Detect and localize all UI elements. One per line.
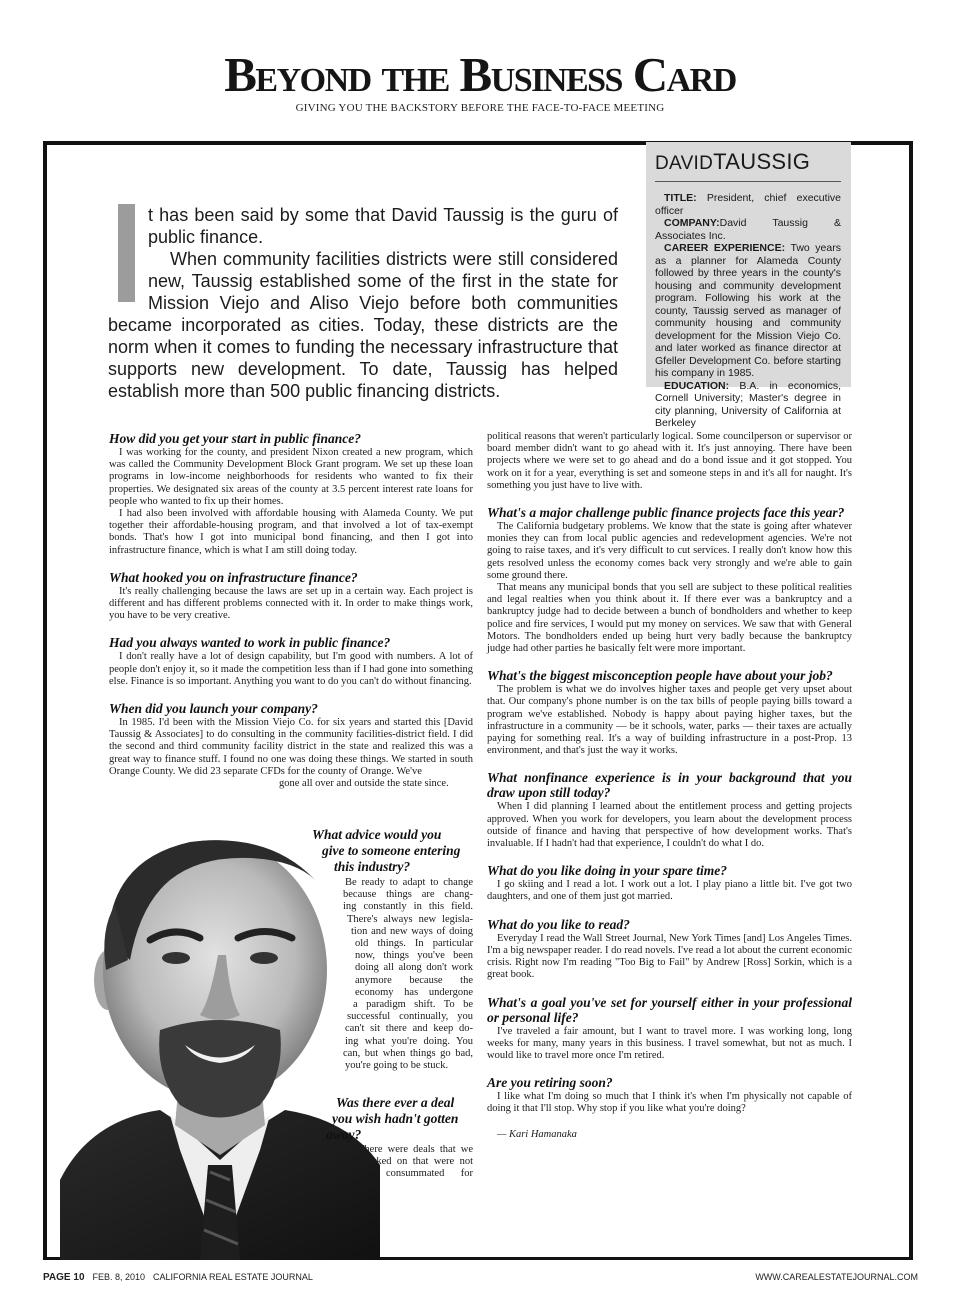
profile-career-label: CAREER EXPERIENCE:	[664, 242, 786, 254]
answer-line: tion and new ways of doing	[351, 925, 473, 937]
question-heading: What's a goal you've set for yourself either in your professional or personal life?	[487, 994, 852, 1025]
profile-education-value: B.A. in economics, Cornell University; Master's degree in city planning, University of California at Berkeley	[655, 379, 841, 429]
profile-name	[655, 149, 841, 182]
answer-line: consummated for	[386, 1168, 473, 1180]
answer-paragraph: When I did planning I learned about the entitlement process and getting projects approved. When you work for developers, you learn about the development process outside of finance and having that perspective of how development works. That's invaluable. If I hadn't had that experience, I couldn't do what I do.	[487, 801, 852, 850]
page-footer	[43, 1272, 918, 1283]
article-intro	[108, 204, 618, 402]
answer-paragraph: I like what I'm doing so much that I think it's when I'm physically not capable of doing it that I'll stop. Why stop if you like what you're doing?	[487, 1091, 852, 1115]
answer-paragraph: It's really challenging because the laws are set up in a certain way. Each project is different and has different problems connected with it. In order to make things work, you have to be very creative.	[109, 585, 473, 622]
question-heading: What's the biggest misconception people have about your job?	[487, 668, 833, 684]
profile-company-label: COMPANY:	[664, 217, 720, 229]
question-heading: What hooked you on infrastructure finance?	[109, 569, 358, 585]
masthead	[0, 47, 960, 114]
profile-title	[655, 192, 841, 217]
deal-qa-block	[326, 1095, 476, 1143]
answer-paragraph: That means any municipal bonds that you sell are subject to these political realities and legal realties when you think about it. If there ever was a bankruptcy and a bankruptcy judge had to decide between a bunch of bondholders and whether to keep police and fire services, I would put my money on services. We saw that with General Motors. The bondholders ended up being hurt very badly because the bankruptcy judge had other parties he basically felt were more important.	[487, 582, 852, 655]
answer-paragraph: I've traveled a fair amount, but I want to travel more. I was working long, long weeks for many, many years in this business. I travel somewhat, but not as much. I would like to travel more once I'm retired.	[487, 1025, 852, 1061]
profile-career	[655, 242, 841, 380]
question-heading: What's a major challenge public finance projects face this year?	[487, 505, 845, 521]
answer-line: ing what you're doing. You	[345, 1035, 473, 1047]
right-column	[487, 431, 852, 1141]
question-heading: What nonfinance experience is in your background that you draw upon still today?	[487, 770, 852, 801]
qa-block	[487, 770, 852, 850]
answer-line: doing all along don't work	[355, 962, 473, 974]
question-heading-line: What advice would you	[312, 827, 442, 842]
answer-paragraph: political reasons that weren't particularly logical. Some councilperson or supervisor or board member didn't want to go ahead with it. It's just annoying. There have been projects where we were set to go ahead and do a bond issue and it got stopped. You work on it for a year, everything is set and someone steps in and it's all for naught. It's something you just have to live with.	[487, 431, 852, 491]
answer-paragraph: In 1985. I'd been with the Mission Viejo Co. for six years and started this [David Taussig & Associates] to do consulting in the community facilities-district field. I did the second and third community facility district in the state and realized this was a great way to finance stuff. I found no one was doing these things. We started in south Orange County. We did 23 separate CFDs for the county of Orange. We've	[109, 717, 473, 777]
answer-paragraph: The problem is what we do involves higher taxes and people get very upset about that. Our company's phone number is on the tax bills of people paying bills toward a program we've established. Nobody is happy about paying higher taxes, but the infrastructure in a community — be it schools, water, parks — their taxes are actually paying for something real. It's a way of building infrastructure in a post-Prop. 13 environment, and that's just the way it works.	[487, 684, 852, 757]
publication-name: CALIFORNIA REAL ESTATE JOURNAL	[153, 1272, 313, 1282]
qa-block	[487, 431, 852, 492]
answer-line: Be ready to adapt to change	[345, 877, 473, 888]
advice-qa-block	[312, 827, 472, 875]
answer-line: now, things you've been	[355, 950, 473, 962]
profile-education	[655, 380, 841, 430]
answer-line: because things are chang-	[343, 889, 473, 901]
answer-line: worked on that were not	[360, 1156, 473, 1168]
profile-company	[655, 217, 841, 242]
answer-paragraph: The California budgetary problems. We know that the state is going after whatever monies they can from local public agencies and redevelopment agencies. We're not going to raise taxes, and it's very difficult to cut services. I really don't know how this gets resolved unless the economy comes back very strongly and we're able to gain some ground there.	[487, 521, 852, 581]
answer-line: a paradigm shift. To be	[353, 999, 473, 1011]
answer-line: There's always new legisla-	[347, 913, 473, 925]
question-heading: When did you launch your company?	[109, 701, 318, 717]
answer-line: old things. In particular	[355, 938, 473, 950]
section-subtitle: GIVING YOU THE BACKSTORY BEFORE THE FACE-TO-FACE MEETING	[295, 102, 665, 114]
issue-date: FEB. 8, 2010	[92, 1272, 146, 1282]
publication-section-title: Beyond the Business Card	[224, 47, 736, 102]
question-heading-line: Was there ever a deal	[336, 1095, 455, 1110]
qa-block	[109, 570, 473, 623]
profile-sidebar	[646, 142, 851, 429]
answer-paragraph: I go skiing and I read a lot. I work out a lot. I play piano a little bit. I've got two daughters, and one of them just got married.	[487, 879, 852, 903]
byline: — Kari Hamanaka	[497, 1128, 577, 1140]
qa-block	[487, 995, 852, 1063]
profile-title-label: TITLE:	[664, 192, 697, 204]
question-heading: What do you like to read?	[487, 916, 630, 932]
answer-line: anymore because the	[355, 974, 473, 986]
answer-line: economy has undergone	[355, 986, 473, 998]
deal-answer	[358, 1144, 473, 1181]
page-number: PAGE 10	[43, 1272, 85, 1283]
question-heading-line: away?	[326, 1127, 362, 1142]
profile-education-label: EDUCATION:	[664, 379, 730, 392]
answer-line: successful continually, you	[347, 1011, 473, 1023]
drop-cap	[118, 204, 135, 302]
answer-paragraph: I had also been involved with affordable housing with Alameda County. We put together their affordable-housing program, and that involved a lot of tax-exempt bonds. That's how I got into municipal bond financing, and then I got into infrastructure finance, which is what I am still doing today.	[109, 508, 473, 556]
question-heading-line: this industry?	[334, 859, 411, 874]
qa-block	[487, 668, 852, 757]
answer-line: There were deals that we	[358, 1144, 473, 1155]
left-column	[109, 431, 473, 803]
question-heading-line: give to someone entering	[322, 843, 461, 858]
qa-block	[487, 917, 852, 982]
profile-company-value: David Taussig & Associates Inc.	[655, 217, 841, 242]
portrait-photo	[60, 820, 380, 1260]
question-heading: How did you get your start in public finance?	[109, 431, 362, 446]
answer-line: you're going to be stuck.	[345, 1060, 449, 1072]
profile-details	[655, 192, 841, 430]
qa-block	[487, 505, 852, 655]
answer-paragraph: I was working for the county, and president Nixon created a new program, which was called the Community Development Block Grant program. We set up these loan programs in low-income neighborhoods for residents who wanted to fix their properties. We designated six areas of the county at 3.5 percent interest rate loans for people who wanted to fix up their homes.	[109, 447, 473, 507]
advice-answer	[343, 877, 473, 1072]
intro-paragraph-2: When community facilities districts were still considered new, Taussig established some of the first in the state for Mission Viejo and Aliso Viejo before both communities became incorporated as cities. Today, these districts are the norm when it comes to funding the necessary infrastructure that supports new development. To date, Taussig has helped establish more than 500 public financing districts.	[108, 249, 618, 401]
qa-block	[109, 635, 473, 688]
answer-paragraph: Everyday I read the Wall Street Journal, New York Times [and] Los Angeles Times. I'm a big newspaper reader. I do read novels. I've read a lot about the current economic crisis. Right now I'm reading "Too Big to Fail" by Andrew [Ross] Sorkin, which is a great book.	[487, 932, 852, 981]
qa-block	[487, 1075, 852, 1115]
profile-career-value: Two years as a planner for Alameda County followed by three years in the county's housing and community development program. Following his work at the county, Taussig served as manager of community housing and community development for the Mission Viejo Co. and later worked as finance director at Gfeller Development Co. before starting his company in 1985.	[655, 242, 841, 379]
profile-last-name: TAUSSIG	[713, 149, 811, 174]
answer-paragraph: I don't really have a lot of design capability, but I'm good with numbers. A lot of people don't enjoy it, so it made the competition less than if I had gone into something else. Finance is so important. Anything you want to do you can't do without financing.	[109, 651, 473, 687]
answer-line: ing constantly in this field.	[343, 901, 473, 913]
qa-block	[109, 701, 473, 790]
question-heading: What do you like doing in your spare time?	[487, 863, 728, 879]
profile-first-name: DAVID	[655, 153, 714, 174]
question-heading-line: you wish hadn't gotten	[332, 1111, 459, 1126]
intro-paragraph-1: t has been said by some that David Taussig is the guru of public finance.	[148, 205, 618, 247]
publication-url[interactable]: WWW.CAREALESTATEJOURNAL.COM	[755, 1272, 918, 1282]
answer-line: can, but when things go bad,	[343, 1047, 473, 1059]
qa-block	[109, 431, 473, 557]
question-heading: Are you retiring soon?	[487, 1075, 613, 1091]
qa-block	[487, 863, 852, 903]
profile-title-value: President, chief executive officer	[655, 192, 841, 217]
answer-line: can't sit there and keep do-	[345, 1023, 473, 1035]
answer-paragraph-end: gone all over and outside the state since.	[279, 778, 449, 790]
question-heading: Had you always wanted to work in public finance?	[109, 635, 391, 651]
